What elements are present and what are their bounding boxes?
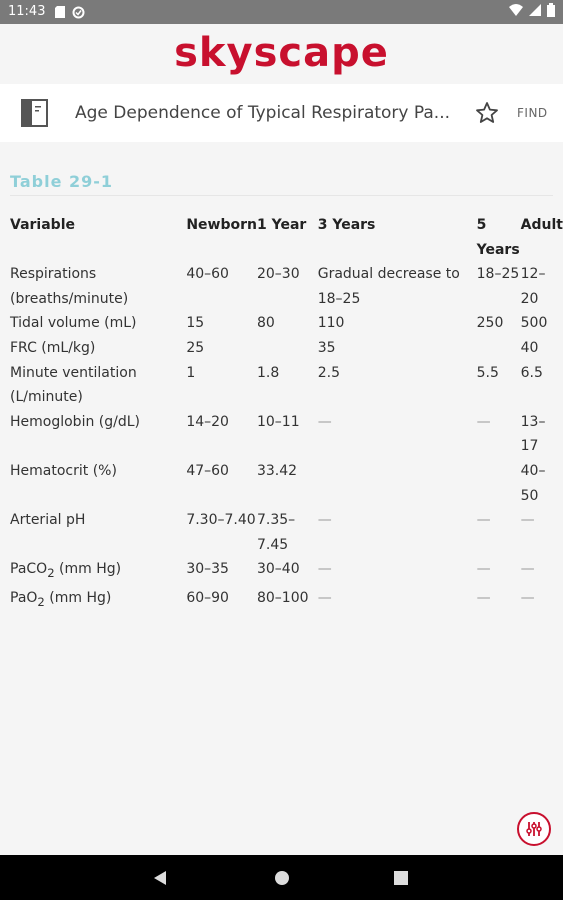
table-row <box>10 557 563 585</box>
back-icon[interactable] <box>153 870 167 890</box>
navigation-bar <box>0 855 563 900</box>
table-cell: 15 <box>186 315 205 332</box>
table-cell: 18–25 <box>476 266 520 283</box>
sync-icon <box>72 6 85 18</box>
status-icons <box>509 3 555 21</box>
table-cell: — <box>317 413 332 430</box>
table-cell: 40–50 <box>520 462 546 504</box>
table-cell: — <box>520 589 535 606</box>
table-cell: — <box>317 561 332 578</box>
table-cell: — <box>317 589 332 606</box>
table-cell: 110 <box>317 315 345 332</box>
pao2-label: PaO <box>10 589 38 606</box>
table-cell: 35 <box>317 339 336 356</box>
table-cell: 1.8 <box>256 364 280 381</box>
tools-button[interactable] <box>517 812 551 846</box>
book-icon[interactable] <box>21 99 48 127</box>
table-cell: 5.5 <box>476 364 499 381</box>
table-cell: 500 <box>520 315 548 332</box>
subscript-2: 2 <box>47 566 55 581</box>
table-cell: Gradual decrease to 18–25 <box>317 266 460 307</box>
table-cell: Tidal volume (mL) <box>10 315 137 332</box>
table-cell: 40–60 <box>186 266 229 283</box>
table-cell: — <box>520 561 535 578</box>
table-cell: Hematocrit (%) <box>10 462 117 479</box>
table-header-row <box>10 213 563 262</box>
table-cell: 12–20 <box>520 266 546 307</box>
caption-divider <box>10 195 553 196</box>
title-bar <box>0 84 563 143</box>
unit-label: (mm Hg) <box>44 589 112 606</box>
table-cell: Respirations (breaths/minute) <box>10 266 129 307</box>
table-cell: Hemoglobin (g/dL) <box>10 413 140 430</box>
table-cell: 1 <box>186 364 196 381</box>
sd-card-icon <box>55 6 65 18</box>
table-cell: 80–100 <box>256 589 309 606</box>
data-table <box>10 213 563 614</box>
table-row <box>10 459 563 508</box>
table-cell: 47–60 <box>186 462 229 479</box>
table-row <box>10 311 563 336</box>
brand-header <box>0 24 563 84</box>
table-row <box>10 262 563 311</box>
paco2-label: PaCO <box>10 561 48 578</box>
skyscape-logo: skyscape <box>174 30 389 76</box>
bookmark-star-icon[interactable] <box>475 101 499 125</box>
table-cell: 7.30–7.40 <box>186 512 256 529</box>
table-cell <box>318 459 477 508</box>
page-title: Age Dependence of Typical Respiratory Pa... <box>75 103 451 123</box>
table-cell: Arterial pH <box>10 512 86 529</box>
table-cell: — <box>317 512 332 529</box>
column-header: 1 Year <box>256 217 307 233</box>
table-cell: 30–35 <box>186 561 229 578</box>
subscript-2: 2 <box>37 594 45 609</box>
table-row <box>10 586 563 614</box>
wifi-icon <box>509 4 523 20</box>
table-row <box>10 336 563 361</box>
table-cell: 10–11 <box>256 413 300 430</box>
table-cell: — <box>476 561 491 578</box>
find-button[interactable]: FIND <box>517 106 548 120</box>
table-cell: 33.42 <box>256 462 298 479</box>
column-header: 3 Years <box>317 217 376 233</box>
table-cell: — <box>476 512 491 529</box>
table-cell: FRC (mL/kg) <box>10 339 96 356</box>
table-cell: 30–40 <box>256 561 300 578</box>
table-cell <box>477 336 521 361</box>
table-cell <box>10 586 186 614</box>
table-cell: 7.35–7.45 <box>256 512 296 553</box>
column-header: Variable <box>10 217 75 233</box>
table-cell: — <box>476 413 491 430</box>
status-bar <box>0 0 563 24</box>
column-header: Newborn <box>186 217 257 233</box>
table-cell: 6.5 <box>520 364 543 381</box>
table-cell: 2.5 <box>317 364 340 381</box>
battery-icon <box>547 3 555 21</box>
table-cell: 250 <box>476 315 504 332</box>
column-header: Adult <box>520 217 563 233</box>
table-cell <box>257 336 318 361</box>
table-cell: 25 <box>186 339 205 356</box>
recents-icon[interactable] <box>394 870 408 889</box>
table-cell: Minute ventilation (L/minute) <box>10 364 137 406</box>
table-row <box>10 361 563 410</box>
status-time: 11:43 <box>8 4 46 19</box>
table-cell <box>10 557 186 585</box>
table-cell: — <box>476 589 491 606</box>
table-row <box>10 410 563 459</box>
column-header: 5 Years <box>476 217 520 258</box>
table-caption: Table 29-1 <box>10 172 114 191</box>
table-cell <box>477 459 521 508</box>
content-area[interactable] <box>0 142 563 855</box>
table-cell: 13–17 <box>520 413 546 455</box>
table-cell: 40 <box>520 339 539 356</box>
table-row <box>10 508 563 557</box>
table-cell: 60–90 <box>186 589 229 606</box>
tools-icon <box>519 814 549 844</box>
table-cell: 20–30 <box>256 266 300 283</box>
signal-icon <box>529 4 541 20</box>
table-cell: — <box>520 512 535 529</box>
table-cell: 14–20 <box>186 413 229 430</box>
home-icon[interactable] <box>274 870 290 890</box>
table-cell: 80 <box>256 315 275 332</box>
unit-label: (mm Hg) <box>54 561 122 578</box>
